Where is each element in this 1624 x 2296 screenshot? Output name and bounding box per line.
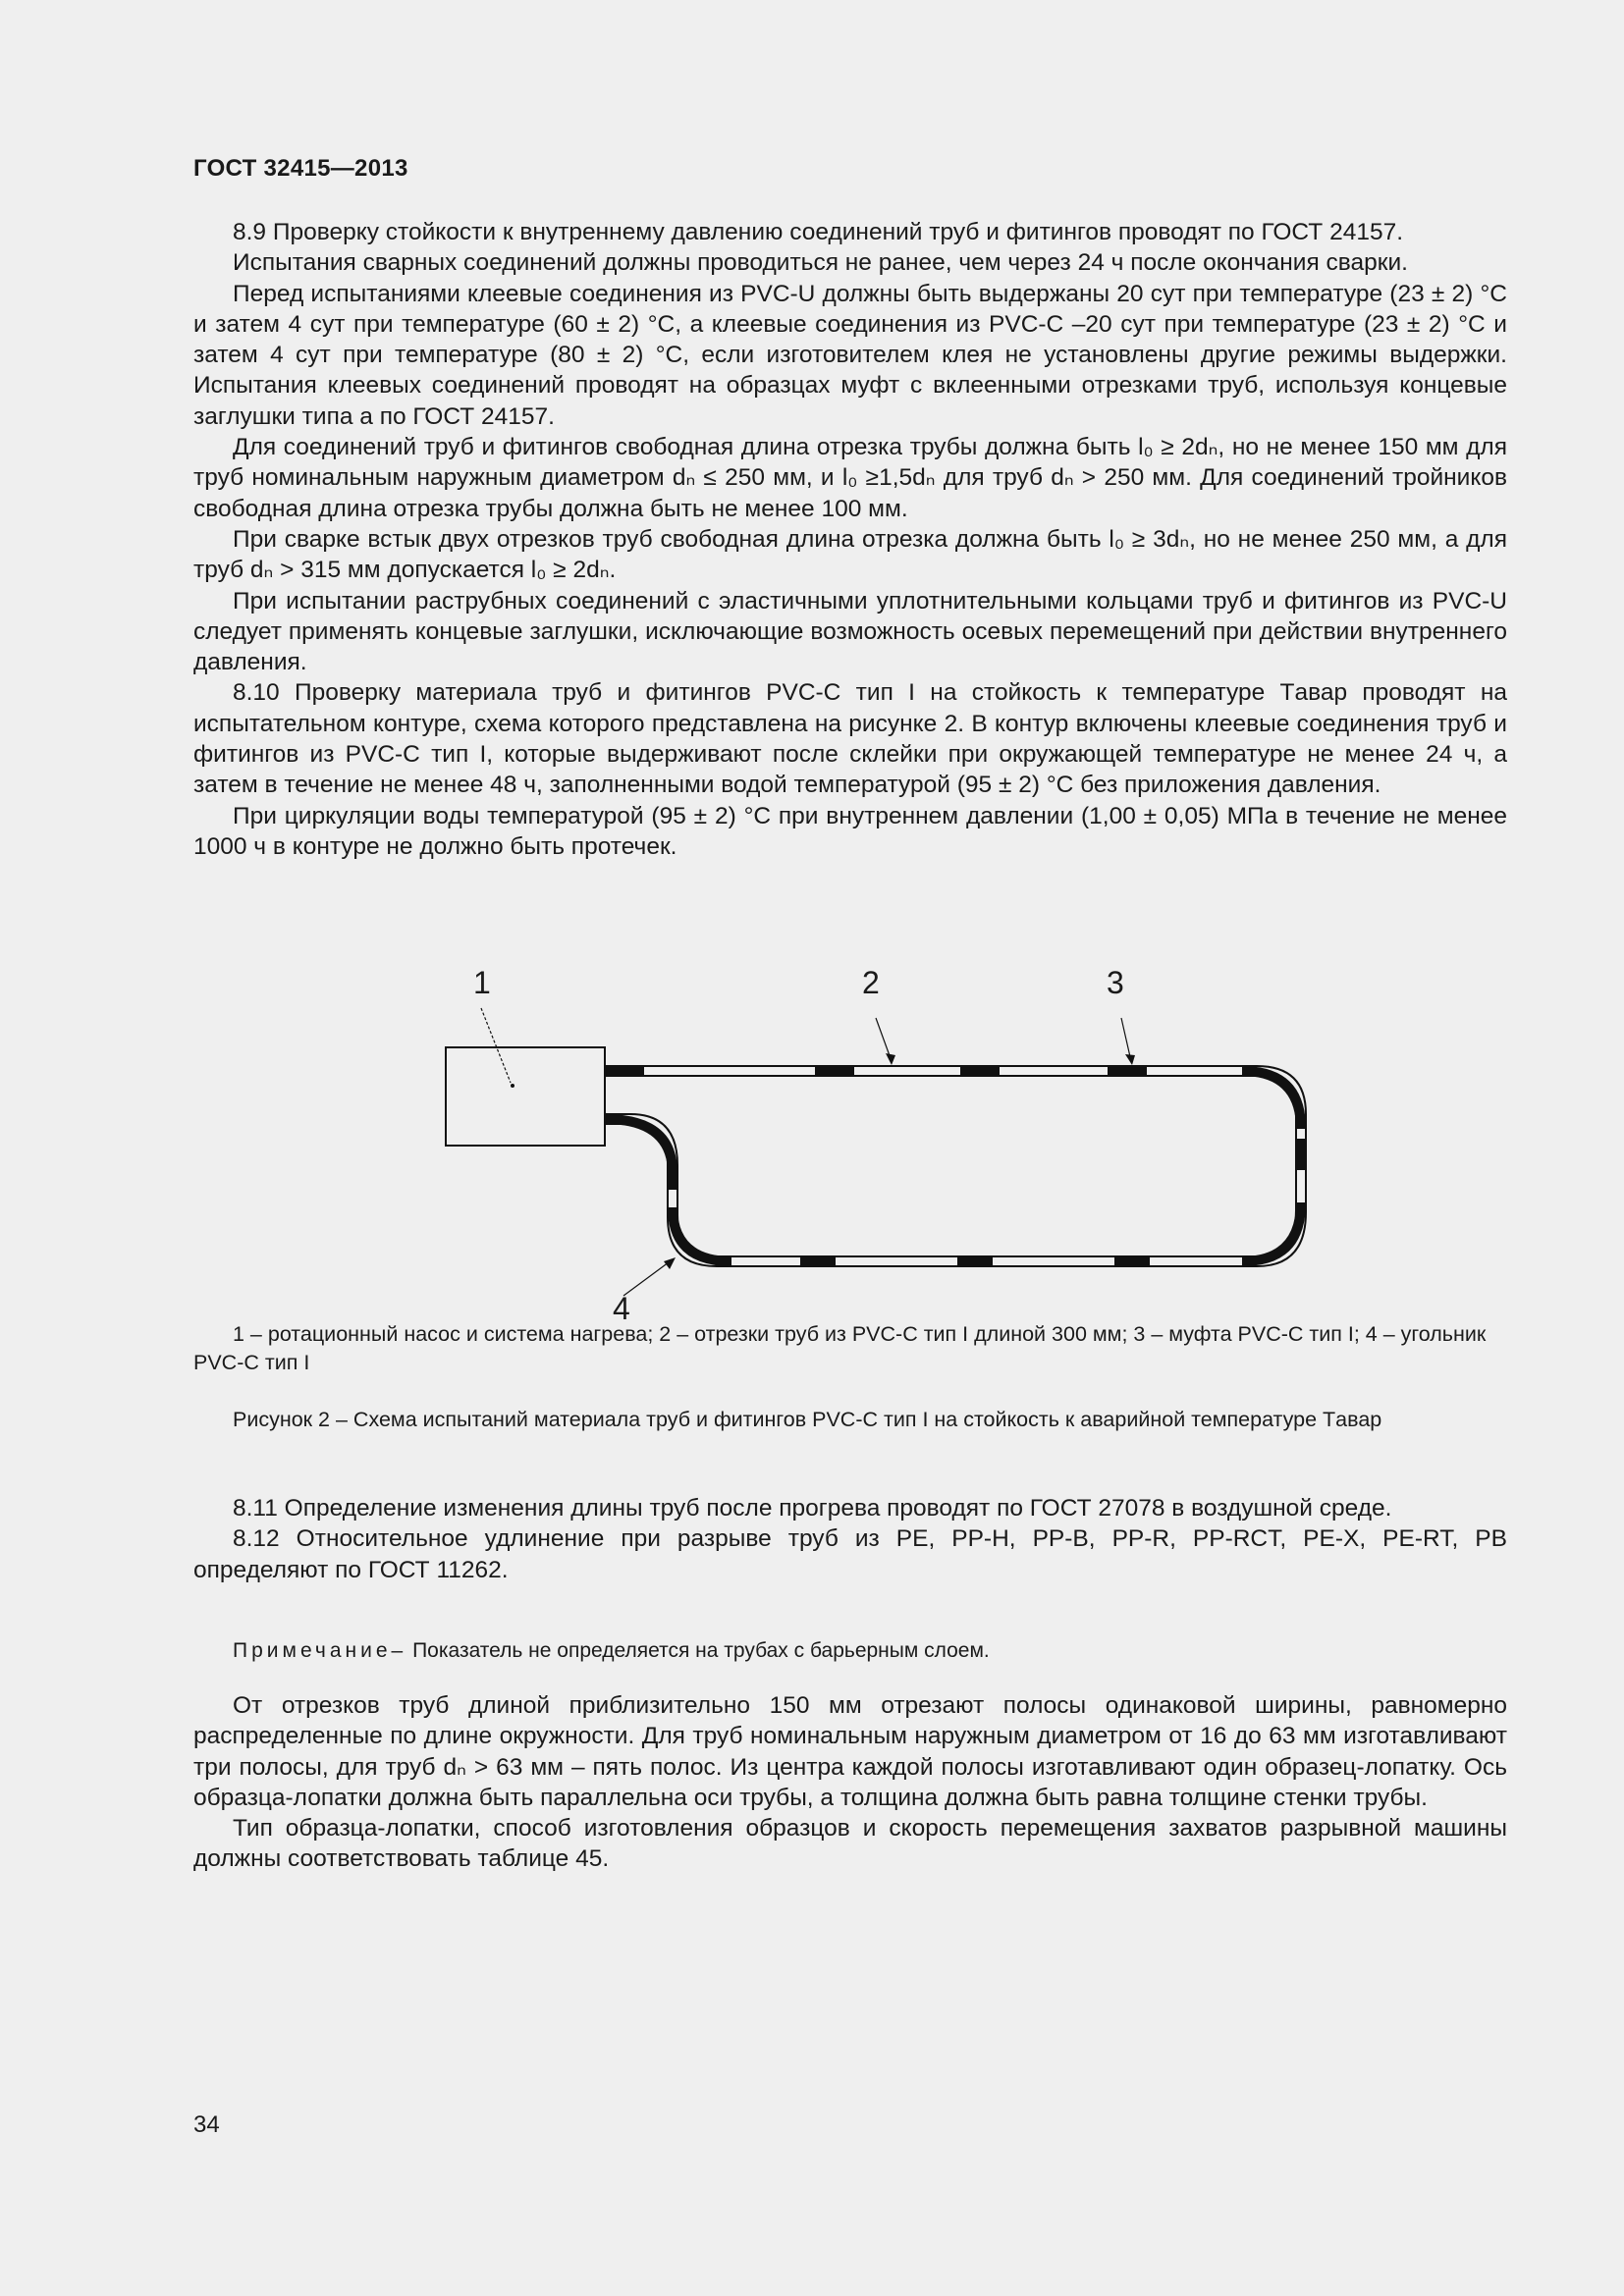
paragraph: При циркуляции воды температурой (95 ± 2) °C при внутреннем давлении (1,00 ± 0,05) МПа в течение не менее 1000 ч в контуре не должно быть протечек. — [193, 802, 1507, 860]
coupling — [1114, 1255, 1150, 1267]
coupling — [1295, 1139, 1307, 1170]
callout-2: 2 — [862, 965, 880, 1000]
circuit-svg — [422, 967, 1326, 1310]
paragraph: 8.10 Проверку материала труб и фитингов PVC-C тип I на стойкость к температуре Tавар проводят на испытательном контуре, схема которого представлена на рисунке 2. В контур включены клеевые соединения труб и фитингов из PVC-C тип I, которые выдерживают после склейки при окружающей температуре не менее 24 ч, а затем в течение не менее 48 ч, заполненными водой температурой (95 ± 2) °C без приложения давления. — [193, 679, 1507, 799]
paragraph: 8.9 Проверку стойкости к внутреннему давлению соединений труб и фитингов проводят по ГОСТ 24157. — [233, 219, 1404, 245]
leader-1 — [481, 1008, 511, 1083]
coupling — [815, 1065, 854, 1077]
page-number: 34 — [193, 2111, 220, 2138]
note-text: Показатель не определяется на трубах с барьерным слоем. — [412, 1639, 990, 1662]
elbow — [605, 1114, 677, 1173]
note — [233, 1637, 1499, 1665]
callout-1: 1 — [473, 965, 491, 1000]
paragraph: Перед испытаниями клеевые соединения из PVC-U должны быть выдержаны 20 сут при температуре (23 ± 2) °C и затем 4 сут при температуре (60 ± 2) °C, а клеевые соединения из PVC-C –20 сут при температуре (23 ± 2) °C и затем 4 сут при температуре (80 ± 2) °C, если изготовителем клея не установлены другие режимы выдержки. Испытания клеевых соединений проводят на образцах муфт с вклеенными отрезками труб, используя концевые заглушки типа а по ГОСТ 24157. — [193, 280, 1507, 430]
paragraph: 8.12 Относительное удлинение при разрыве труб из PE, PP-H, PP-B, PP-R, PP-RCT, PE-X, PE-RT, PB определяют по ГОСТ 11262. — [193, 1525, 1507, 1583]
callout-3: 3 — [1107, 965, 1124, 1000]
test-circuit-diagram — [422, 965, 1326, 1326]
document-header: ГОСТ 32415—2013 — [193, 155, 408, 182]
paragraph: При испытании раструбных соединений с эластичными уплотнительными кольцами труб и фитингов из PVC-U следует применять концевые заглушки, исключающие возможность осевых перемещений при действии внутреннего давления. — [193, 587, 1507, 676]
paragraph: 8.11 Определение изменения длины труб после прогрева проводят по ГОСТ 27078 в воздушной среде. — [233, 1495, 1392, 1522]
pump-dot — [511, 1084, 514, 1088]
arrow-3 — [1125, 1054, 1135, 1065]
figure-legend — [193, 1320, 1507, 1376]
note-label: Примечание– — [233, 1639, 407, 1662]
pipe-outer — [605, 1066, 1306, 1266]
specimen-text — [193, 1690, 1507, 1875]
section-8-11-8-12-text — [193, 1493, 1507, 1585]
paragraph: От отрезков труб длиной приблизительно 150 мм отрезают полосы одинаковой ширины, равномерно распределенные по длине окружности. Для труб номинальным наружным диаметром от 16 до 63 мм изготавливают три полосы, для труб dₙ > 63 мм – пять полос. Из центра каждой полосы изготавливают один образец-лопатку. Ось образца-лопатки должна быть параллельна оси трубы, а толщина должна быть равна толщине стенки трубы. — [193, 1692, 1507, 1811]
coupling — [605, 1065, 644, 1077]
paragraph: Для соединений труб и фитингов свободная длина отрезка трубы должна быть l₀ ≥ 2dₙ, но не менее 150 мм для труб номинальным наружным диаметром dₙ ≤ 250 мм, и l₀ ≥1,5dₙ для труб dₙ > 250 мм. Для соединений тройников свободная длина отрезка трубы должна быть не менее 100 мм. — [193, 434, 1507, 522]
elbow — [1242, 1202, 1306, 1266]
arrow-4 — [664, 1257, 676, 1269]
coupling — [1108, 1065, 1147, 1077]
legend-text: 1 – ротационный насос и система нагрева; 2 – отрезки труб из PVC-C тип I длиной 300 мм; 3 – муфта PVC-C тип I; 4 – угольник PVC-C тип I — [193, 1322, 1487, 1374]
pipe-inner — [605, 1076, 1296, 1256]
arrow-2 — [886, 1053, 895, 1065]
section-8-9-8-10-text — [193, 217, 1507, 862]
coupling — [800, 1255, 836, 1267]
leader-4 — [623, 1259, 673, 1296]
figure-caption — [193, 1406, 1507, 1434]
caption-text: Рисунок 2 – Схема испытаний материала труб и фитингов PVC-C тип I на стойкость к аварийной температуре Tавар — [233, 1408, 1382, 1431]
pump-box — [446, 1047, 605, 1146]
coupling — [960, 1065, 1000, 1077]
paragraph: Испытания сварных соединений должны проводиться не ранее, чем через 24 ч после окончания сварки. — [233, 249, 1408, 277]
elbow — [668, 1207, 731, 1266]
coupling — [957, 1255, 993, 1267]
paragraph: При сварке встык двух отрезков труб свободная длина отрезка должна быть l₀ ≥ 3dₙ, но не менее 250 мм, а для труб dₙ > 315 мм допускается l₀ ≥ 2dₙ. — [193, 525, 1507, 584]
callout-4: 4 — [613, 1291, 630, 1326]
elbow — [1242, 1066, 1306, 1129]
paragraph: Тип образца-лопатки, способ изготовления образцов и скорость перемещения захватов разрывной машины должны соответствовать таблице 45. — [193, 1815, 1507, 1873]
